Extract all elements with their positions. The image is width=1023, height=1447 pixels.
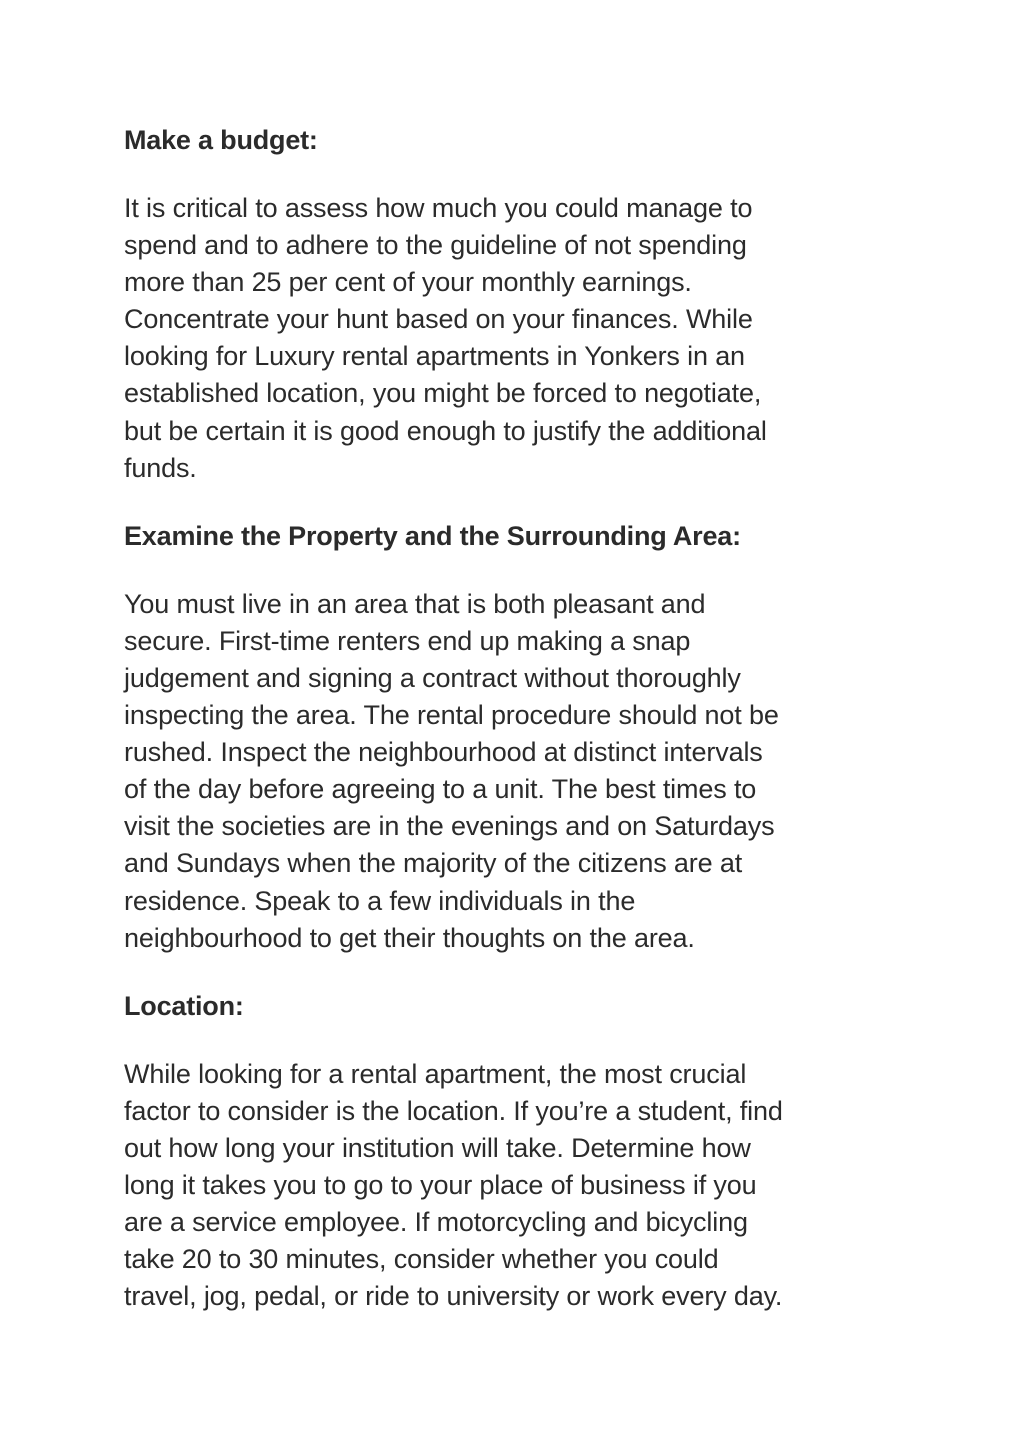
paragraph-line: You must live in an area that is both pleasant and [124,588,706,619]
paragraph-line: established location, you might be forced to negotiate, [124,378,762,409]
paragraph-line: are a service employee. If motorcycling and bicycling [124,1207,748,1238]
paragraph-line: looking for Luxury rental apartments in Yonkers in an [124,341,745,372]
paragraph-line: It is critical to assess how much you could manage to [124,193,753,223]
section-paragraph-budget [124,190,904,487]
paragraph-line: rushed. Inspect the neighbourhood at distinct intervals [124,737,763,768]
section-paragraph-property [124,586,904,957]
paragraph-line: more than 25 per cent of your monthly earnings. [124,267,692,298]
paragraph-line: but be certain it is good enough to justify the additional [124,415,767,446]
document-page [124,122,904,1346]
section-heading-property: Examine the Property and the Surrounding Area: [124,520,741,551]
paragraph-line: neighbourhood to get their thoughts on the area. [124,922,695,953]
paragraph-line: long it takes you to go to your place of business if you [124,1169,757,1200]
paragraph-line: of the day before agreeing to a unit. The best times to [124,774,757,805]
paragraph-line: and Sundays when the majority of the citizens are at [124,848,743,879]
paragraph-line: residence. Speak to a few individuals in the [124,885,636,916]
paragraph-line: factor to consider is the location. If you’re a student, find [124,1095,783,1126]
paragraph-line: travel, jog, pedal, or ride to university or work every day. [124,1281,783,1312]
paragraph-line: spend and to adhere to the guideline of not spending [124,230,747,261]
paragraph-line: visit the societies are in the evenings and on Saturdays [124,811,775,842]
paragraph-line: While looking for a rental apartment, the most crucial [124,1058,747,1089]
paragraph-line: funds. [124,452,197,483]
section-heading-budget: Make a budget: [124,125,318,155]
paragraph-line: Concentrate your hunt based on your finances. While [124,304,753,335]
paragraph-line: judgement and signing a contract without thoroughly [124,662,741,693]
paragraph-line: out how long your institution will take. Determine how [124,1132,751,1163]
paragraph-line: inspecting the area. The rental procedure should not be [124,700,779,731]
paragraph-line: take 20 to 30 minutes, consider whether you could [124,1244,719,1275]
section-heading-location: Location: [124,990,244,1021]
section-paragraph-location [124,1056,904,1316]
paragraph-line: secure. First-time renters end up making a snap [124,625,691,656]
